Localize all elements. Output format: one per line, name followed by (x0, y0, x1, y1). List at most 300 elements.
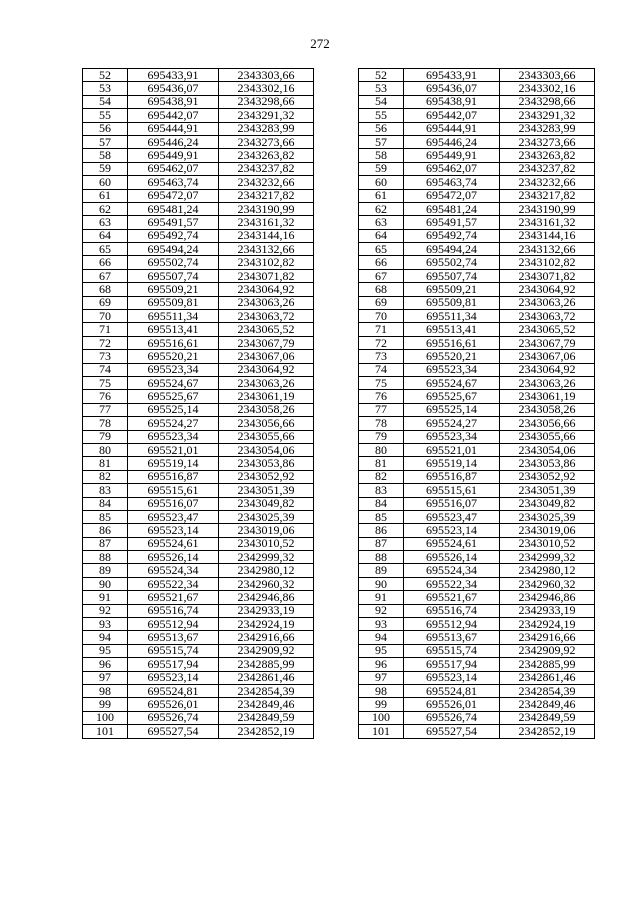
table-row (359, 269, 595, 282)
x-coordinate-cell: 695444,91 (404, 122, 500, 135)
x-coordinate-cell: 695516,61 (404, 336, 500, 349)
y-coordinate-cell: 2342933,19 (219, 604, 314, 617)
point-number-cell: 56 (359, 122, 404, 135)
x-coordinate-cell: 695462,07 (404, 162, 500, 175)
point-number-cell: 92 (359, 604, 404, 617)
x-coordinate-cell: 695515,74 (404, 644, 500, 657)
point-number-cell: 69 (83, 296, 128, 309)
point-number-cell: 63 (83, 216, 128, 229)
x-coordinate-cell: 695524,27 (404, 417, 500, 430)
point-number-cell: 82 (359, 470, 404, 483)
point-number-cell: 94 (359, 631, 404, 644)
point-number-cell: 88 (83, 551, 128, 564)
x-coordinate-cell: 695512,94 (404, 618, 500, 631)
point-number-cell: 97 (83, 671, 128, 684)
table-row (359, 202, 595, 215)
table-row (83, 390, 314, 403)
coordinates-table-left-body (83, 69, 314, 739)
y-coordinate-cell: 2342909,92 (500, 644, 595, 657)
point-number-cell: 84 (83, 497, 128, 510)
y-coordinate-cell: 2343063,72 (500, 310, 595, 323)
y-coordinate-cell: 2342946,86 (219, 591, 314, 604)
x-coordinate-cell: 695436,07 (404, 82, 500, 95)
y-coordinate-cell: 2343161,32 (219, 216, 314, 229)
point-number-cell: 101 (359, 725, 404, 738)
table-row (83, 510, 314, 523)
y-coordinate-cell: 2342980,12 (500, 564, 595, 577)
point-number-cell: 57 (359, 135, 404, 148)
table-row (83, 336, 314, 349)
point-number-cell: 70 (83, 310, 128, 323)
y-coordinate-cell: 2343051,39 (500, 484, 595, 497)
table-row (359, 591, 595, 604)
y-coordinate-cell: 2343263,82 (219, 149, 314, 162)
y-coordinate-cell: 2343019,06 (500, 524, 595, 537)
point-number-cell: 86 (359, 524, 404, 537)
y-coordinate-cell: 2343054,06 (500, 443, 595, 456)
table-row (83, 537, 314, 550)
point-number-cell: 60 (83, 176, 128, 189)
x-coordinate-cell: 695523,47 (128, 510, 219, 523)
y-coordinate-cell: 2343071,82 (219, 269, 314, 282)
x-coordinate-cell: 695438,91 (404, 95, 500, 108)
x-coordinate-cell: 695524,67 (404, 376, 500, 389)
x-coordinate-cell: 695436,07 (128, 82, 219, 95)
x-coordinate-cell: 695502,74 (128, 256, 219, 269)
table-row (83, 350, 314, 363)
point-number-cell: 94 (83, 631, 128, 644)
y-coordinate-cell: 2343291,32 (219, 109, 314, 122)
x-coordinate-cell: 695527,54 (404, 725, 500, 738)
x-coordinate-cell: 695524,27 (128, 417, 219, 430)
y-coordinate-cell: 2343144,16 (219, 229, 314, 242)
y-coordinate-cell: 2343064,92 (219, 283, 314, 296)
x-coordinate-cell: 695516,74 (404, 604, 500, 617)
table-row (359, 658, 595, 671)
x-coordinate-cell: 695523,14 (128, 524, 219, 537)
table-row (83, 644, 314, 657)
x-coordinate-cell: 695523,14 (404, 524, 500, 537)
y-coordinate-cell: 2342946,86 (500, 591, 595, 604)
y-coordinate-cell: 2343298,66 (500, 95, 595, 108)
table-row (359, 296, 595, 309)
point-number-cell: 71 (359, 323, 404, 336)
x-coordinate-cell: 695511,34 (404, 310, 500, 323)
table-row (359, 323, 595, 336)
table-row (83, 109, 314, 122)
table-row (359, 524, 595, 537)
y-coordinate-cell: 2343302,16 (219, 82, 314, 95)
x-coordinate-cell: 695523,14 (128, 671, 219, 684)
point-number-cell: 90 (83, 577, 128, 590)
point-number-cell: 74 (359, 363, 404, 376)
table-row (359, 577, 595, 590)
x-coordinate-cell: 695494,24 (404, 243, 500, 256)
point-number-cell: 85 (359, 510, 404, 523)
y-coordinate-cell: 2343291,32 (500, 109, 595, 122)
x-coordinate-cell: 695491,57 (404, 216, 500, 229)
point-number-cell: 68 (359, 283, 404, 296)
point-number-cell: 54 (83, 95, 128, 108)
point-number-cell: 79 (359, 430, 404, 443)
y-coordinate-cell: 2343063,26 (500, 376, 595, 389)
x-coordinate-cell: 695516,87 (128, 470, 219, 483)
y-coordinate-cell: 2343056,66 (219, 417, 314, 430)
table-row (359, 69, 595, 82)
y-coordinate-cell: 2342854,39 (219, 684, 314, 697)
table-row (359, 95, 595, 108)
point-number-cell: 62 (83, 202, 128, 215)
x-coordinate-cell: 695492,74 (128, 229, 219, 242)
y-coordinate-cell: 2343063,26 (500, 296, 595, 309)
x-coordinate-cell: 695520,21 (404, 350, 500, 363)
y-coordinate-cell: 2342885,99 (500, 658, 595, 671)
y-coordinate-cell: 2343056,66 (500, 417, 595, 430)
y-coordinate-cell: 2343065,52 (500, 323, 595, 336)
point-number-cell: 86 (83, 524, 128, 537)
point-number-cell: 90 (359, 577, 404, 590)
table-row (359, 216, 595, 229)
point-number-cell: 67 (359, 269, 404, 282)
table-row (359, 631, 595, 644)
x-coordinate-cell: 695522,34 (404, 577, 500, 590)
x-coordinate-cell: 695516,61 (128, 336, 219, 349)
y-coordinate-cell: 2343067,06 (500, 350, 595, 363)
table-row (359, 684, 595, 697)
table-row (359, 644, 595, 657)
point-number-cell: 58 (359, 149, 404, 162)
point-number-cell: 77 (359, 403, 404, 416)
x-coordinate-cell: 695509,81 (128, 296, 219, 309)
y-coordinate-cell: 2342849,59 (500, 711, 595, 724)
y-coordinate-cell: 2343025,39 (500, 510, 595, 523)
table-row (359, 243, 595, 256)
y-coordinate-cell: 2343237,82 (219, 162, 314, 175)
point-number-cell: 59 (359, 162, 404, 175)
table-row (83, 658, 314, 671)
point-number-cell: 78 (83, 417, 128, 430)
y-coordinate-cell: 2343067,79 (219, 336, 314, 349)
y-coordinate-cell: 2342924,19 (219, 618, 314, 631)
point-number-cell: 60 (359, 176, 404, 189)
table-row (359, 551, 595, 564)
y-coordinate-cell: 2343232,66 (500, 176, 595, 189)
y-coordinate-cell: 2343051,39 (219, 484, 314, 497)
table-row (359, 470, 595, 483)
table-row (83, 135, 314, 148)
point-number-cell: 83 (83, 484, 128, 497)
x-coordinate-cell: 695446,24 (128, 135, 219, 148)
y-coordinate-cell: 2343263,82 (500, 149, 595, 162)
coordinates-table-right (358, 68, 595, 739)
table-row (359, 497, 595, 510)
table-row (359, 725, 595, 738)
table-row (83, 269, 314, 282)
x-coordinate-cell: 695522,34 (128, 577, 219, 590)
y-coordinate-cell: 2343132,66 (500, 243, 595, 256)
y-coordinate-cell: 2343071,82 (500, 269, 595, 282)
table-row (83, 376, 314, 389)
y-coordinate-cell: 2343161,32 (500, 216, 595, 229)
table-row (83, 363, 314, 376)
x-coordinate-cell: 695516,07 (404, 497, 500, 510)
point-number-cell: 56 (83, 122, 128, 135)
x-coordinate-cell: 695524,61 (128, 537, 219, 550)
table-row (83, 524, 314, 537)
y-coordinate-cell: 2343049,82 (219, 497, 314, 510)
y-coordinate-cell: 2343232,66 (219, 176, 314, 189)
x-coordinate-cell: 695525,14 (404, 403, 500, 416)
point-number-cell: 64 (359, 229, 404, 242)
y-coordinate-cell: 2343132,66 (219, 243, 314, 256)
x-coordinate-cell: 695472,07 (128, 189, 219, 202)
table-row (83, 711, 314, 724)
point-number-cell: 79 (83, 430, 128, 443)
point-number-cell: 92 (83, 604, 128, 617)
x-coordinate-cell: 695515,61 (128, 484, 219, 497)
y-coordinate-cell: 2342980,12 (219, 564, 314, 577)
y-coordinate-cell: 2343058,26 (500, 403, 595, 416)
y-coordinate-cell: 2343053,86 (219, 457, 314, 470)
y-coordinate-cell: 2343010,52 (219, 537, 314, 550)
table-row (83, 122, 314, 135)
x-coordinate-cell: 695462,07 (128, 162, 219, 175)
point-number-cell: 80 (359, 443, 404, 456)
table-row (83, 618, 314, 631)
point-number-cell: 55 (83, 109, 128, 122)
y-coordinate-cell: 2342849,59 (219, 711, 314, 724)
x-coordinate-cell: 695523,34 (404, 430, 500, 443)
table-row (359, 162, 595, 175)
table-row (83, 176, 314, 189)
x-coordinate-cell: 695481,24 (404, 202, 500, 215)
x-coordinate-cell: 695524,67 (128, 376, 219, 389)
table-row (359, 457, 595, 470)
y-coordinate-cell: 2342854,39 (500, 684, 595, 697)
table-row (83, 497, 314, 510)
x-coordinate-cell: 695444,91 (128, 122, 219, 135)
point-number-cell: 101 (83, 725, 128, 738)
point-number-cell: 75 (83, 376, 128, 389)
table-row (359, 671, 595, 684)
table-row (83, 698, 314, 711)
table-row (83, 631, 314, 644)
x-coordinate-cell: 695513,67 (404, 631, 500, 644)
point-number-cell: 66 (83, 256, 128, 269)
point-number-cell: 93 (359, 618, 404, 631)
x-coordinate-cell: 695527,54 (128, 725, 219, 738)
table-row (359, 149, 595, 162)
table-row (359, 390, 595, 403)
point-number-cell: 55 (359, 109, 404, 122)
y-coordinate-cell: 2343217,82 (500, 189, 595, 202)
table-row (359, 376, 595, 389)
table-row (83, 591, 314, 604)
x-coordinate-cell: 695502,74 (404, 256, 500, 269)
point-number-cell: 52 (83, 69, 128, 82)
y-coordinate-cell: 2342909,92 (219, 644, 314, 657)
table-row (359, 336, 595, 349)
x-coordinate-cell: 695521,01 (128, 443, 219, 456)
table-row (83, 684, 314, 697)
table-row (359, 283, 595, 296)
table-row (359, 417, 595, 430)
x-coordinate-cell: 695463,74 (404, 176, 500, 189)
table-row (83, 216, 314, 229)
x-coordinate-cell: 695517,94 (404, 658, 500, 671)
y-coordinate-cell: 2343063,72 (219, 310, 314, 323)
point-number-cell: 99 (83, 698, 128, 711)
table-row (359, 310, 595, 323)
y-coordinate-cell: 2343064,92 (500, 363, 595, 376)
point-number-cell: 58 (83, 149, 128, 162)
point-number-cell: 53 (359, 82, 404, 95)
x-coordinate-cell: 695509,21 (404, 283, 500, 296)
table-row (83, 323, 314, 336)
table-row (83, 149, 314, 162)
x-coordinate-cell: 695491,57 (128, 216, 219, 229)
table-row (83, 82, 314, 95)
y-coordinate-cell: 2342861,46 (500, 671, 595, 684)
y-coordinate-cell: 2343055,66 (219, 430, 314, 443)
table-row (359, 430, 595, 443)
table-row (83, 95, 314, 108)
point-number-cell: 76 (83, 390, 128, 403)
x-coordinate-cell: 695472,07 (404, 189, 500, 202)
table-row (83, 577, 314, 590)
y-coordinate-cell: 2343283,99 (219, 122, 314, 135)
point-number-cell: 54 (359, 95, 404, 108)
x-coordinate-cell: 695507,74 (404, 269, 500, 282)
table-row (359, 443, 595, 456)
table-row (83, 162, 314, 175)
x-coordinate-cell: 695525,14 (128, 403, 219, 416)
x-coordinate-cell: 695526,01 (128, 698, 219, 711)
table-row (359, 537, 595, 550)
point-number-cell: 88 (359, 551, 404, 564)
y-coordinate-cell: 2343273,66 (219, 135, 314, 148)
y-coordinate-cell: 2343273,66 (500, 135, 595, 148)
point-number-cell: 73 (83, 350, 128, 363)
point-number-cell: 98 (359, 684, 404, 697)
point-number-cell: 63 (359, 216, 404, 229)
point-number-cell: 67 (83, 269, 128, 282)
x-coordinate-cell: 695515,61 (404, 484, 500, 497)
point-number-cell: 57 (83, 135, 128, 148)
table-row (359, 510, 595, 523)
table-row (83, 69, 314, 82)
table-row (83, 564, 314, 577)
x-coordinate-cell: 695525,67 (404, 390, 500, 403)
y-coordinate-cell: 2343025,39 (219, 510, 314, 523)
y-coordinate-cell: 2342999,32 (219, 551, 314, 564)
page-number: 272 (310, 36, 330, 51)
table-row (83, 725, 314, 738)
y-coordinate-cell: 2343190,99 (219, 202, 314, 215)
table-row (83, 229, 314, 242)
point-number-cell: 95 (359, 644, 404, 657)
point-number-cell: 64 (83, 229, 128, 242)
point-number-cell: 100 (359, 711, 404, 724)
x-coordinate-cell: 695438,91 (128, 95, 219, 108)
x-coordinate-cell: 695481,24 (128, 202, 219, 215)
x-coordinate-cell: 695523,14 (404, 671, 500, 684)
y-coordinate-cell: 2343052,92 (219, 470, 314, 483)
y-coordinate-cell: 2343064,92 (219, 363, 314, 376)
point-number-cell: 73 (359, 350, 404, 363)
y-coordinate-cell: 2343067,79 (500, 336, 595, 349)
x-coordinate-cell: 695463,74 (128, 176, 219, 189)
x-coordinate-cell: 695520,21 (128, 350, 219, 363)
table-row (83, 243, 314, 256)
y-coordinate-cell: 2343055,66 (500, 430, 595, 443)
x-coordinate-cell: 695513,41 (128, 323, 219, 336)
y-coordinate-cell: 2342849,46 (500, 698, 595, 711)
point-number-cell: 53 (83, 82, 128, 95)
table-row (359, 350, 595, 363)
table-row (359, 698, 595, 711)
x-coordinate-cell: 695446,24 (404, 135, 500, 148)
point-number-cell: 70 (359, 310, 404, 323)
point-number-cell: 74 (83, 363, 128, 376)
table-row (83, 296, 314, 309)
point-number-cell: 85 (83, 510, 128, 523)
table-row (359, 618, 595, 631)
y-coordinate-cell: 2342849,46 (219, 698, 314, 711)
table-row (359, 189, 595, 202)
table-row (83, 430, 314, 443)
point-number-cell: 72 (359, 336, 404, 349)
x-coordinate-cell: 695526,01 (404, 698, 500, 711)
point-number-cell: 84 (359, 497, 404, 510)
table-row (359, 564, 595, 577)
table-row (359, 135, 595, 148)
x-coordinate-cell: 695519,14 (404, 457, 500, 470)
table-row (359, 122, 595, 135)
y-coordinate-cell: 2343102,82 (219, 256, 314, 269)
x-coordinate-cell: 695523,34 (128, 430, 219, 443)
y-coordinate-cell: 2343144,16 (500, 229, 595, 242)
point-number-cell: 78 (359, 417, 404, 430)
x-coordinate-cell: 695521,67 (128, 591, 219, 604)
x-coordinate-cell: 695524,34 (128, 564, 219, 577)
point-number-cell: 96 (359, 658, 404, 671)
y-coordinate-cell: 2342916,66 (219, 631, 314, 644)
x-coordinate-cell: 695442,07 (404, 109, 500, 122)
x-coordinate-cell: 695449,91 (404, 149, 500, 162)
y-coordinate-cell: 2343303,66 (500, 69, 595, 82)
table-row (83, 189, 314, 202)
table-row (83, 417, 314, 430)
point-number-cell: 89 (359, 564, 404, 577)
point-number-cell: 98 (83, 684, 128, 697)
x-coordinate-cell: 695516,74 (128, 604, 219, 617)
x-coordinate-cell: 695524,81 (404, 684, 500, 697)
y-coordinate-cell: 2343302,16 (500, 82, 595, 95)
x-coordinate-cell: 695433,91 (128, 69, 219, 82)
point-number-cell: 97 (359, 671, 404, 684)
point-number-cell: 96 (83, 658, 128, 671)
y-coordinate-cell: 2343065,52 (219, 323, 314, 336)
x-coordinate-cell: 695509,81 (404, 296, 500, 309)
point-number-cell: 100 (83, 711, 128, 724)
x-coordinate-cell: 695524,61 (404, 537, 500, 550)
x-coordinate-cell: 695513,67 (128, 631, 219, 644)
x-coordinate-cell: 695523,34 (404, 363, 500, 376)
table-row (83, 310, 314, 323)
table-row (359, 229, 595, 242)
point-number-cell: 66 (359, 256, 404, 269)
